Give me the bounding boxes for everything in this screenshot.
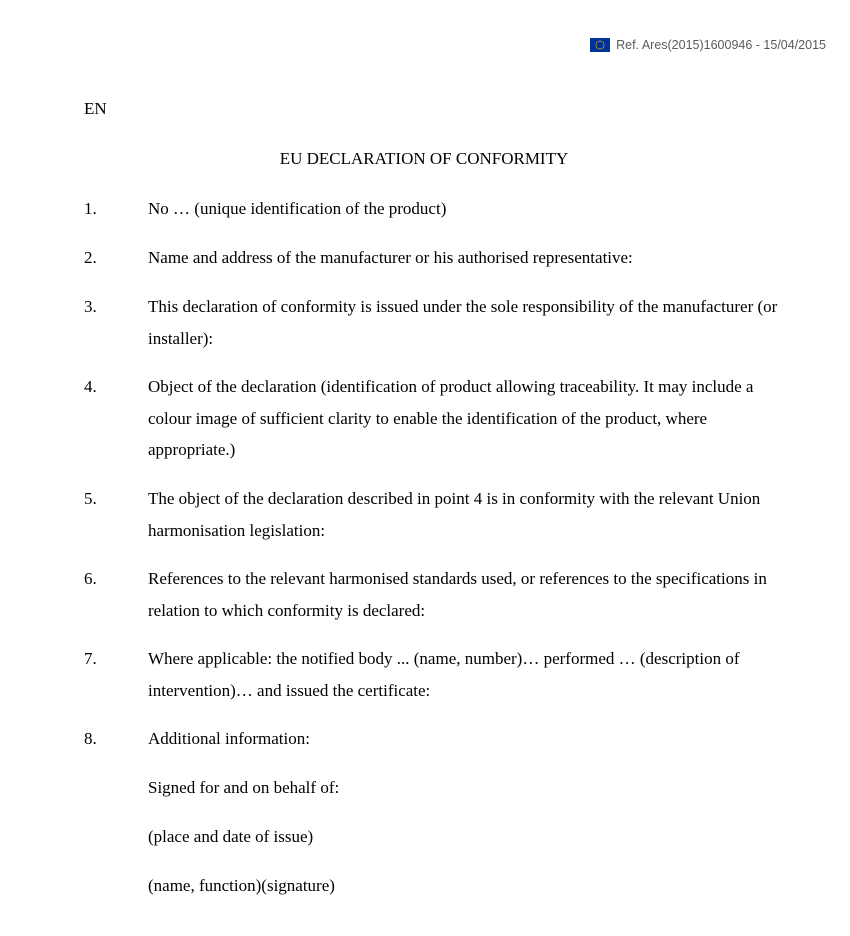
item-text: References to the relevant harmonised standards used, or references to the specifications in relation to which conformity is declared: [148, 569, 767, 620]
item-number: 5. [84, 489, 97, 508]
item-number: 3. [84, 297, 97, 316]
flag-star [604, 44, 605, 45]
flag-star [598, 48, 599, 49]
flag-star [596, 46, 597, 47]
flag-star [600, 48, 601, 49]
reference-header [590, 38, 826, 52]
eu-flag-icon [590, 38, 610, 52]
item-number: 8. [84, 729, 97, 748]
flag-star [596, 42, 597, 43]
signed-for-label: Signed for and on behalf of: [148, 778, 340, 797]
item-text: Additional information: [148, 729, 310, 748]
item-text: No … (unique identification of the product) [148, 199, 447, 218]
item-text: Object of the declaration (identification of product allowing traceability. It may include a colour image of sufficient clarity to enable the identification of the product, where appropriate.) [148, 377, 754, 459]
item-number: 1. [84, 199, 97, 218]
item-text: Name and address of the manufacturer or his authorised representative: [148, 248, 633, 267]
item-text: The object of the declaration described in point 4 is in conformity with the relevant Union harmonisation legislation: [148, 489, 761, 540]
document-title: EU DECLARATION OF CONFORMITY [279, 149, 569, 168]
reference-number: Ref. Ares(2015)1600946 - 15/04/2015 [616, 38, 826, 52]
name-function-signature-label: (name, function)(signature) [148, 876, 335, 895]
flag-star [598, 41, 599, 42]
item-number: 4. [84, 377, 97, 396]
item-number: 6. [84, 569, 97, 588]
flag-star [602, 41, 603, 42]
flag-star [600, 40, 601, 41]
flag-star [602, 48, 603, 49]
language-code: EN [84, 99, 107, 118]
flag-star [596, 44, 597, 45]
flag-star [603, 46, 604, 47]
item-number: 2. [84, 248, 97, 267]
flag-star [603, 42, 604, 43]
item-number: 7. [84, 649, 97, 668]
item-text: This declaration of conformity is issued under the sole responsibility of the manufacturer (or installer): [148, 297, 778, 348]
place-date-label: (place and date of issue) [148, 827, 314, 846]
item-text: Where applicable: the notified body ... (name, number)… performed … (description of intervention)… and issued the certificate: [148, 649, 740, 700]
